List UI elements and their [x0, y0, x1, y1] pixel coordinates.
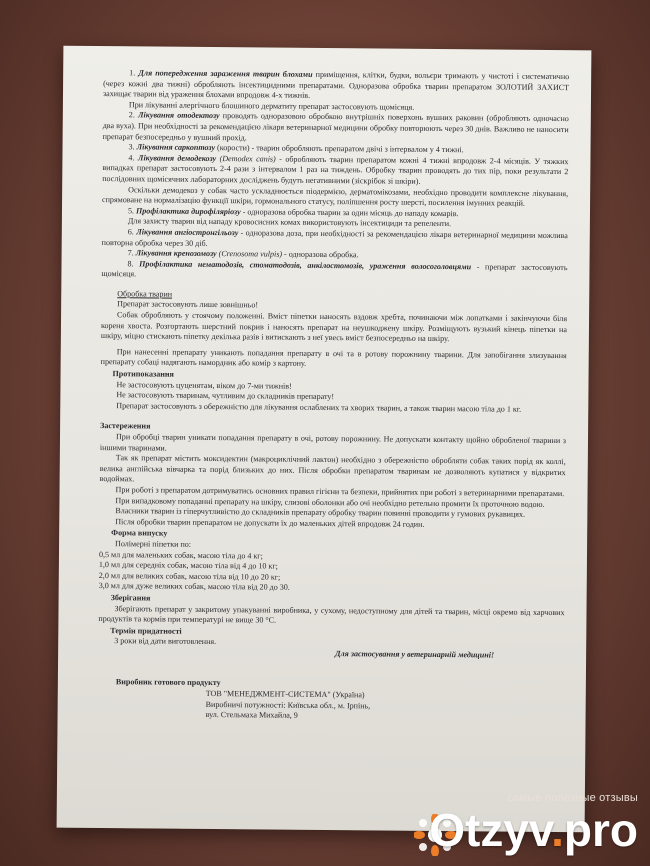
form-item-1: 0,5 мл для маленьких собак, масою тіла до 4 кг;: [98, 549, 263, 561]
contra-2: Не застосовують тваринам, чутливим до складників препарату!: [116, 390, 335, 402]
form-heading: Форма випуску: [111, 528, 168, 538]
warn-heading: Застереження: [100, 421, 151, 431]
form-item-4: 3,0 мл для дуже великих собак, масою тіла від 20 до 30.: [98, 581, 290, 593]
item-3: 3. Лікування саркоптозу (корости) - тварин обробляють препаратом двічі з інтервалом у 4 тижні.: [128, 142, 464, 155]
warn-6: Після обробки тварин препаратом не допускати їх до маленьких дітей впродовж 24 годин.: [115, 516, 425, 529]
indications-list: [101, 68, 569, 284]
watermark-tagline: самые полезные отзывы: [507, 792, 638, 804]
shelf-text: 3 роки від дати виготовлення.: [114, 636, 217, 647]
instruction-sheet: [57, 46, 592, 833]
item-6: 6. Лікування ангіостронгільозу - одноразова доза, при необхідності за рекомендацією лікаря ветеринарної медицини можлива повторна обробка через 30 діб.: [101, 227, 568, 248]
treatment-para-2: Собак обробляють у стоячому положенні. Вміст піпетки наносять вздовж хребта, починаючи між лопатками і закінчуючи біля кореня хвоста. Розгортають шерстний покрив і наносять препарат на неушкоджену шкіру. Розміщують вузький кінець піпетки на шкіру, міцно стискають піпетку декілька разів і витискають з неї увесь вміст безпосередньо на шкіру.: [100, 310, 568, 344]
warn-1: При обробці тварин уникати попадання препарату в очі, ротову порожнину. Не допускати контакту щойно обробленої тварини з іншими тваринами.: [99, 432, 567, 453]
manufacturer-block: [98, 678, 564, 724]
treatment-para-3: При нанесенні препарату уникають попадання препарату в очі та в ротову порожнину тварини. Для запобігання злизування препарату собаці надягають намордник або комір з картону.: [100, 347, 567, 369]
item-4: 4. Лікування демодекозу (Demodex canis) - обробляють тварин препаратом кожні 4 тижні впродовж 2-4 місяців. У тяжких випадках препарат застосовують 2-4 рази з інтервалом 1 раз на тиждень. Обробку тварин проводять до тих пір, поки результати 2 послідовних щомісячних лабораторних досліджень будуть негативними (зіскрібок зі шкіри).: [102, 153, 569, 186]
document-body: [98, 68, 570, 724]
maker-site: Виробничі потужності: Київська обл., м. Ірпінь,: [205, 699, 371, 711]
item-5: 5. Профілактика дирофіляріозу - одноразова обробка тварин за один місяць до нападу комарів.: [127, 205, 459, 218]
item-7: 7. Лікування кренозомозу (Crenosoma vulpis) - одноразова обробка.: [127, 248, 359, 260]
item-4-note: Оскільки демодекоз у собак часто ускладнюється піодермією, дерматомікозами, необхідно проводити комплексне лікування, спрямоване на нормалізацію функції шкіри, гормонального статусу, поліпшення росту шерсті, посилення імунних реакцій.: [102, 184, 569, 208]
watermark-logo: Otzyv.pro: [429, 804, 638, 856]
storage-text: Зберігають препарат у закритому упакуванні виробника, у сухому, недоступному для дітей та тварин, місці окремо від харчових продуктів та кормів при температурі не вище 30 °С.: [98, 603, 565, 625]
item-1-note: При лікуванні алергічного блошиного дерматиту препарат застосовують щомісяця.: [128, 100, 415, 112]
form-intro: Полімерні піпетки по:: [115, 539, 192, 549]
otzyv-watermark[interactable]: [410, 792, 642, 860]
vet-note: Для застосування у ветеринарній медицині!: [335, 648, 495, 660]
form-item-3: 2,0 мл для великих собак, масою тіла від 10 до 20 кг;: [98, 570, 281, 582]
warn-3: При роботі з препаратом дотримуватись основних правил гігієни та безпеки, прийнятих при роботі з ветеринарними препаратами.: [115, 485, 565, 499]
warn-4: При випадковому попаданні препарату на шкіру, слизові оболонки або очі необхідно ретельно промити їх проточною водою.: [115, 495, 545, 509]
maker-name: ТОВ "МЕНЕДЖМЕНТ-СИСТЕМА" (Україна): [205, 689, 365, 700]
form-item-2: 1,0 мл для середніх собак, масою тіла від 4 до 10 кг;: [98, 560, 278, 571]
contra-heading: Протипоказання: [112, 369, 174, 379]
item-8: 8. Профілактика нематодозів, стоматодозів, анкілостомозів, ураження волосоголовцями - препарат застосовують щомісяця.: [101, 258, 568, 279]
item-1: 1. Для попередження зараження тварин блохами приміщення, клітки, будки, вольєри тримають у чистоті і систематично (через кожні два тижні) обробляють інсектицидними препаратами. Одноразова обробка тварин препаратом ЗОЛОТИЙ ЗАХИСТ захищає тварин від ураження блохами впродовж 4-х тижнів.: [102, 68, 570, 101]
storage-heading: Зберігання: [110, 593, 151, 603]
contra-3: Препарат застосовують з обережністю для лікування ослаблених та хворих тварин, а також тварин масою тіла до 1 кг.: [116, 400, 522, 414]
warn-2: Так як препарат містить моксидектин (макроциклічний лактон) необхідно з обережністю обробляти собак таких порід як коллі, велика англійська вівчарка та порід близьких до них. Після обробки препаратом тваринам не дозволяють купатися у відкритих водоймах.: [99, 453, 566, 484]
treatment-para-1: Препарат застосовують лише зовнішньо!: [117, 299, 259, 310]
contra-1: Не застосовують цуценятам, віком до 7-ми тижнів!: [116, 379, 292, 391]
item-2: 2. Лікування отодектозу проводять одноразовою обробкою внутрішніх поверхонь вушних раковин (обробляють одночасно два вуха). При необхідності за рекомендацією лікаря ветеринарної медицини обробку повторюють через 30 днів. Важливо не наносити препарат безпосередньо у вушний прохід.: [102, 110, 569, 142]
warn-5: Власники тварин із гіперчутливістю до складників препарату обробку тварин повинні проводити у гумових рукавицях.: [115, 506, 526, 519]
item-5-note: Для захисту тварин від нападу кровосисних комах використовують інсектициди та репеленти.: [127, 216, 452, 229]
shelf-heading: Термін придатності: [110, 625, 182, 636]
maker-street: вул. Стельмаха Михайла, 9: [205, 710, 298, 721]
maker-label: Виробник готового продукту: [115, 677, 221, 688]
treatment-heading: Обробка тварин: [117, 289, 173, 299]
